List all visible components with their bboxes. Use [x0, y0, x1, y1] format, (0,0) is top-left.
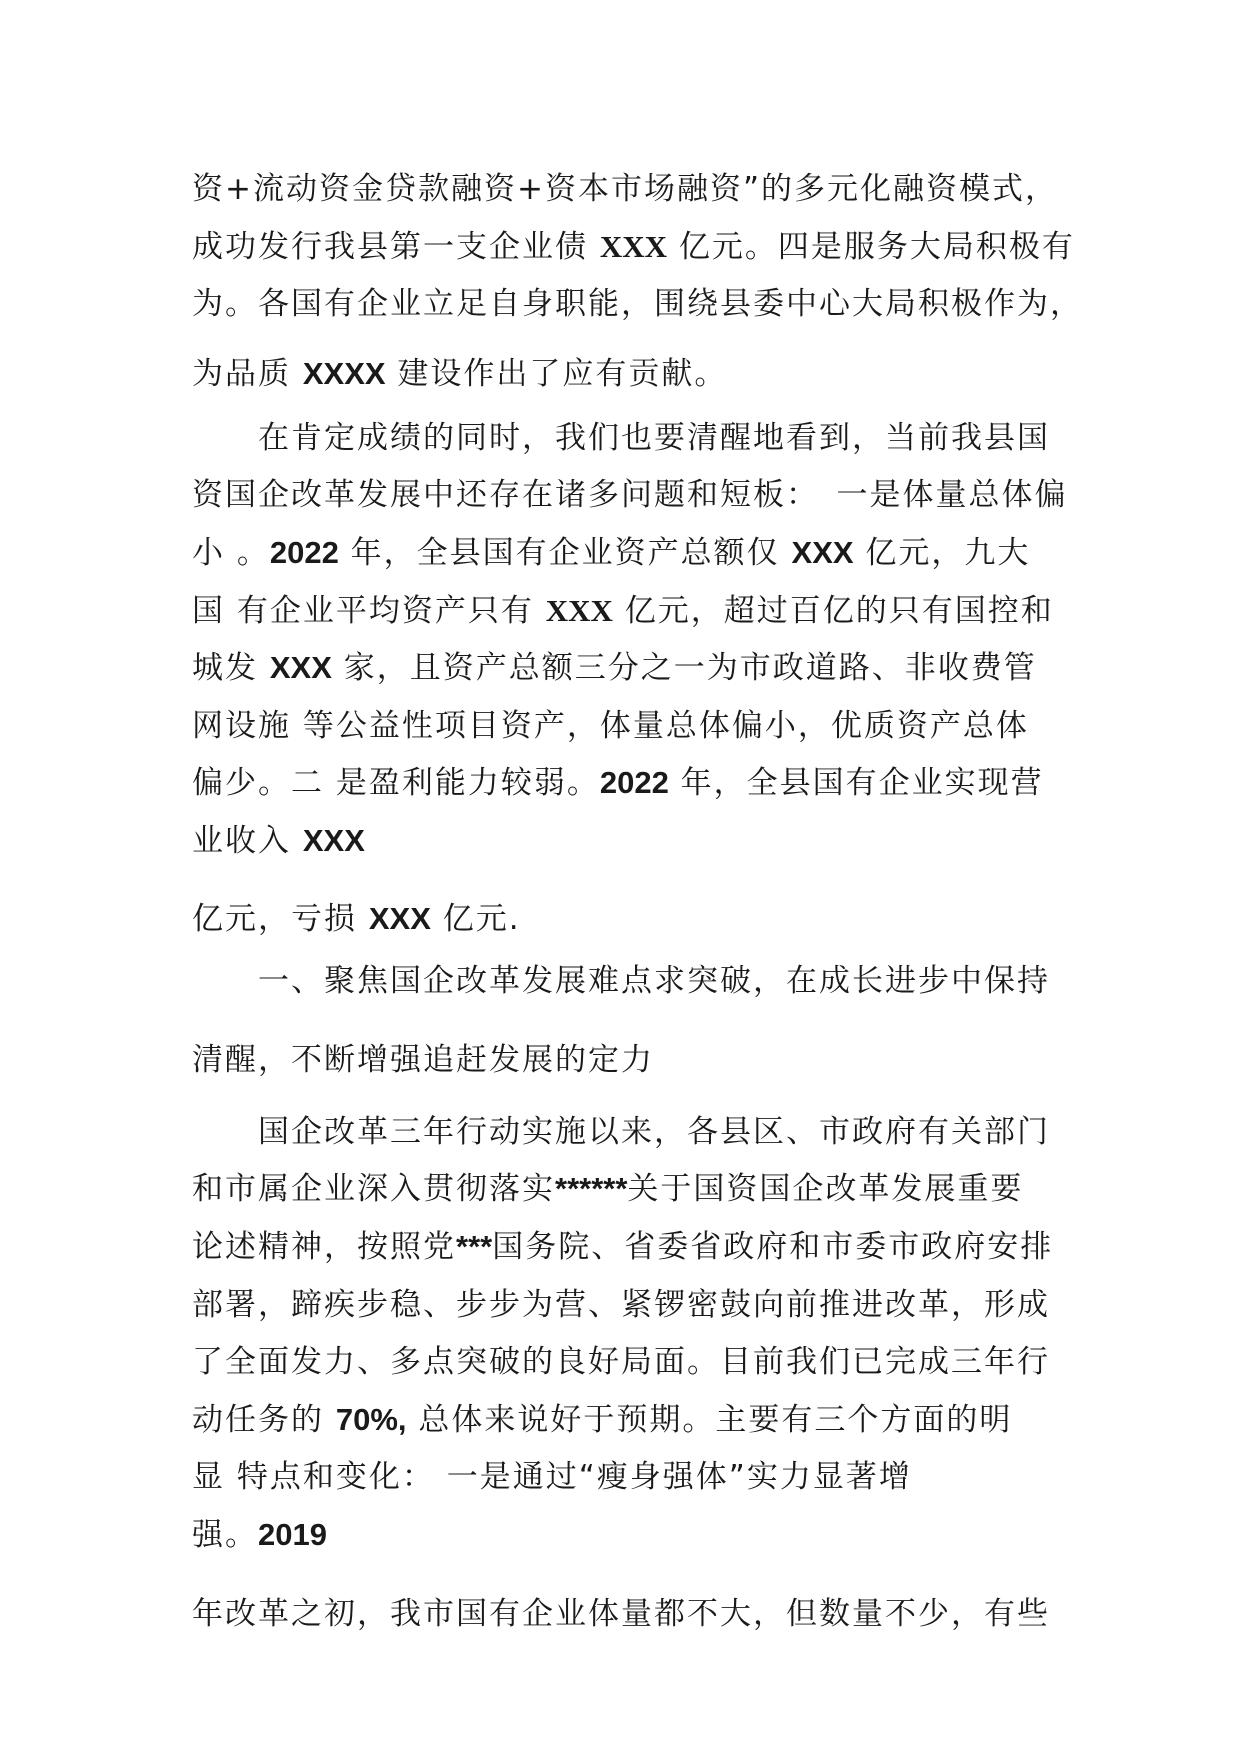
text-line: 资国企改革发展中还存在诸多问题和短板： 一是体量总体偏: [192, 477, 1068, 513]
text-line: 部署，蹄疾步稳、步步为营、紧锣密鼓向前推进改革，形成: [192, 1287, 1050, 1323]
text-line: 论述精神，按照党***国务院、省委省政府和市委市政府安排: [192, 1229, 1054, 1265]
section-heading-continued: 清醒，不断增强追赶发展的定力: [192, 1042, 654, 1078]
text-line: 小 。2022 年，全县国有企业资产总额仅 XXX 亿元，九大: [192, 535, 1031, 571]
text-line: 动任务的 70%, 总体来说好于预期。主要有三个方面的明: [192, 1402, 1013, 1438]
text-line: 强。2019: [192, 1517, 327, 1553]
text-line: 网设施 等公益性项目资产，体量总体偏小，优质资产总体: [192, 708, 1029, 744]
text-line: 资+流动资金贷款融资+资本市场融资”的多元化融资模式，: [192, 171, 1059, 207]
text-line: 亿元，亏损 XXX 亿元.: [192, 901, 521, 937]
text-line: 国 有企业平均资产只有 XXX 亿元，超过百亿的只有国控和: [192, 593, 1054, 629]
text-line: 城发 XXX 家，且资产总额三分之一为市政道路、非收费管: [192, 650, 1037, 686]
text-line: 显 特点和变化： 一是通过“瘦身强体”实力显著增: [192, 1459, 912, 1495]
text-line: 为品质 XXXX 建设作出了应有贡献。: [192, 356, 728, 392]
section-heading: 一、聚焦国企改革发展难点求突破，在成长进步中保持: [258, 963, 1050, 999]
text-line: 偏少。二 是盈利能力较弱。2022 年，全县国有企业实现营: [192, 765, 1044, 801]
text-line: 为。各国有企业立足自身职能，围绕县委中心大局积极作为，: [192, 286, 1083, 322]
text-line: 年改革之初，我市国有企业体量都不大，但数量不少，有些: [192, 1596, 1050, 1632]
paragraph-first-line: 在肯定成绩的同时，我们也要清醒地看到，当前我县国: [258, 420, 1050, 456]
text-line: 成功发行我县第一支企业债 XXX 亿元。四是服务大局积极有: [192, 229, 1075, 265]
text-line: 了全面发力、多点突破的良好局面。目前我们已完成三年行: [192, 1344, 1050, 1380]
text-line: 和市属企业深入贯彻落实******关于国资国企改革发展重要: [192, 1171, 1024, 1207]
text-line: 业收入 XXX: [192, 823, 365, 859]
paragraph-first-line: 国企改革三年行动实施以来，各县区、市政府有关部门: [258, 1114, 1050, 1150]
